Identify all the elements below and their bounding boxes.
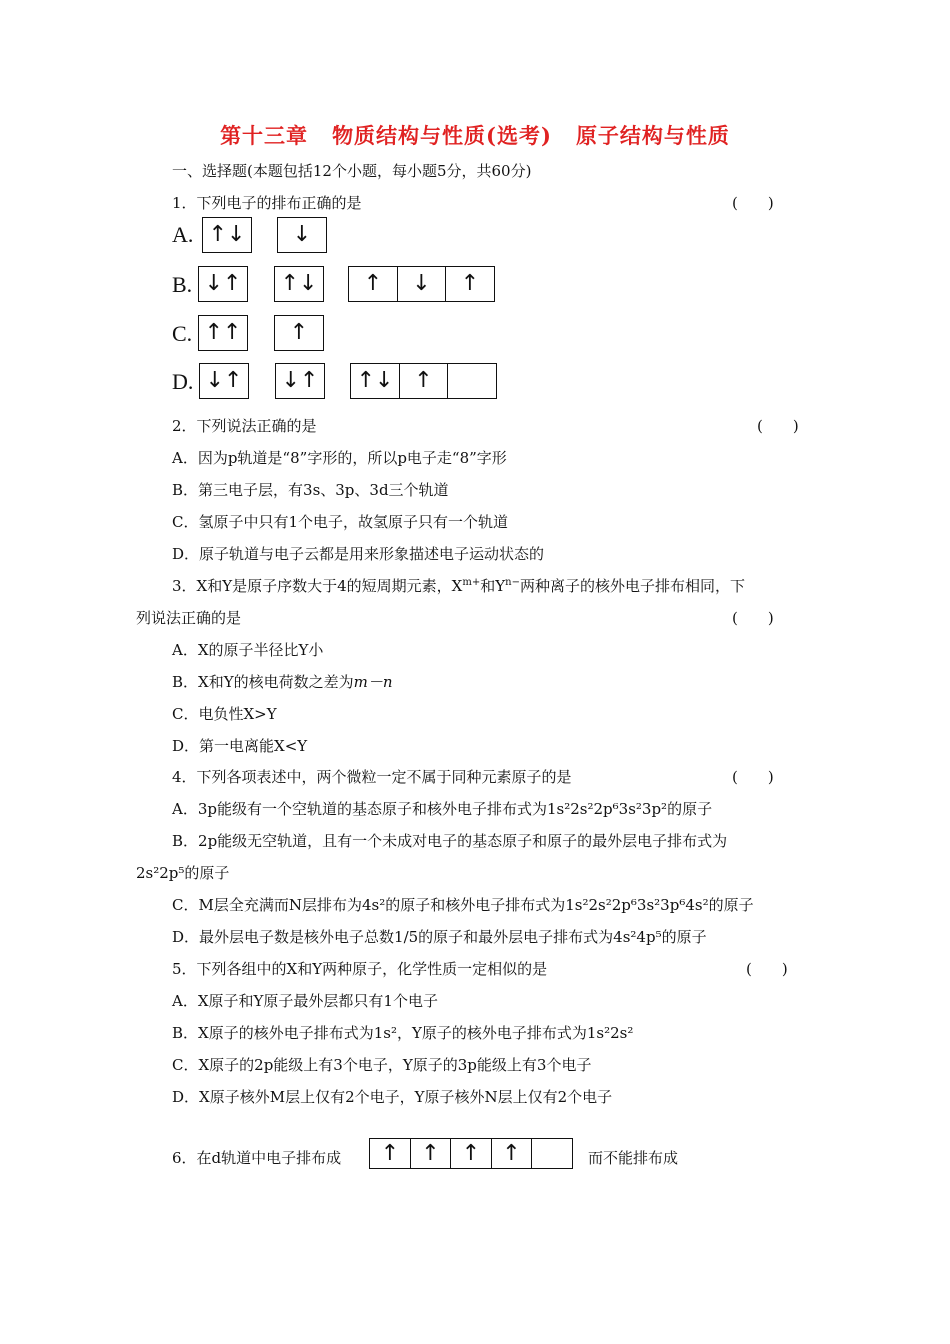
q5-option-c: C．X原子的2p能级上有3个电子，Y原子的3p能级上有3个电子: [172, 1056, 592, 1074]
chapter-title: [0, 120, 950, 150]
q5-option-b-text: B．X原子的核外电子排布式为: [172, 1024, 374, 1042]
orbital-box: ↑: [450, 1138, 492, 1169]
q4-option-d-text: D．最外层电子数是核外电子总数1/5的原子和最外层电子排布式为: [172, 928, 614, 946]
q4-option-a-config: 1s²2s²2p⁶3s²3p²: [546, 800, 668, 818]
q4-option-a-text: A．3p能级有一个空轨道的基态原子和核外电子排布式为: [172, 800, 547, 818]
q1-option-c-label: C.: [172, 321, 193, 346]
q3-option-b: [172, 672, 393, 692]
q6-stem: 6．在d轨道中电子排布成: [172, 1149, 342, 1167]
orbital-box: ↑: [369, 1138, 411, 1169]
q1-answer-paren: ( ): [732, 194, 774, 212]
section-heading: 一、选择题(本题包括12个小题，每小题5分，共60分): [172, 162, 532, 180]
q3-y-charge: n−: [505, 577, 520, 588]
q2-option-a: A．因为p轨道是“8”字形的，所以p电子走“8”字形: [172, 449, 507, 467]
q1-option-d-group-1: [199, 363, 249, 399]
orbital-box: ↑↓: [350, 363, 400, 399]
orbital-box: ↓↑: [198, 266, 248, 302]
q4-option-c: [172, 895, 754, 915]
q5-option-b-config-2: 1s²2s²: [586, 1024, 634, 1042]
q1-option-d-group-3: [350, 363, 497, 399]
q1-option-d-label: D.: [172, 369, 194, 394]
orbital-box: ↑: [348, 266, 398, 302]
q5-option-b-mid: ，Y原子的核外电子排布式为: [396, 1024, 587, 1042]
q3-stem-part-1: 3．X和Y是原子序数大于4的短周期元素，X: [172, 577, 463, 595]
q2-option-d: D．原子轨道与电子云都是用来形象描述电子运动状态的: [172, 545, 545, 563]
q6-stem-tail: 而不能排布成: [588, 1149, 679, 1167]
q5-option-d: D．X原子核外M层上仅有2个电子，Y原子核外N层上仅有2个电子: [172, 1088, 613, 1106]
q1-option-b-group-1: [198, 266, 248, 302]
orbital-box: ↑↓: [202, 217, 252, 253]
q3-stem-part-2: 和Y: [480, 577, 506, 595]
q5-option-b: [172, 1023, 633, 1043]
orbital-box: ↑: [410, 1138, 452, 1169]
q3-option-c: C．电负性X>Y: [172, 705, 277, 723]
q4-option-c-config-1: 4s²: [361, 896, 386, 914]
q4-option-b-tail: 的原子: [184, 864, 230, 882]
q4-option-d: [172, 927, 707, 947]
orbital-box: [531, 1138, 573, 1169]
q2-stem: 2．下列说法正确的是: [172, 417, 317, 435]
orbital-box: ↑: [445, 266, 495, 302]
q4-option-c-mid: 的原子和核外电子排布式为: [385, 896, 566, 914]
orbital-box: ↓↑: [275, 363, 325, 399]
q4-option-a: [172, 799, 712, 819]
q3-option-a: A．X的原子半径比Y小: [172, 641, 324, 659]
q4-option-c-tail: 的原子: [708, 896, 754, 914]
q4-option-b: B．2p能级无空轨道，且有一个未成对电子的基态原子和原子的最外层电子排布式为: [172, 832, 728, 850]
q3-stem: [172, 576, 745, 596]
orbital-box: ↑: [274, 315, 324, 351]
q1-option-a-group-2: [277, 217, 327, 253]
orbital-box: ↓↑: [199, 363, 249, 399]
q1-option-b-group-3: [348, 266, 495, 302]
q5-option-b-config-1: 1s²: [373, 1024, 397, 1042]
section-name: 原子结构与性质: [575, 123, 730, 148]
q1-option-c-group-2: [274, 315, 324, 351]
q4-answer-paren: ( ): [732, 768, 774, 786]
q1-stem: 1．下列电子的排布正确的是: [172, 194, 362, 212]
orbital-box: ↑: [491, 1138, 533, 1169]
q2-option-b: B．第三电子层，有3s、3p、3d三个轨道: [172, 481, 449, 499]
q3-stem-part-3: 两种离子的核外电子排布相同，下: [519, 577, 745, 595]
q6-orbital-diagram: [369, 1138, 573, 1169]
q1-option-a-group-1: [202, 217, 252, 253]
q4-option-c-text: C．M层全充满而N层排布为: [172, 896, 362, 914]
q4-stem: 4．下列各项表述中，两个微粒一定不属于同种元素原子的是: [172, 768, 572, 786]
q4-option-d-config: 4s²4p⁵: [613, 928, 662, 946]
q1-option-a-label: A.: [172, 222, 194, 247]
q4-option-b-line-2: [136, 863, 229, 883]
q4-option-c-config-2: 1s²2s²2p⁶3s²3p⁶4s²: [565, 896, 709, 914]
q3-x-charge: m+: [462, 577, 481, 588]
orbital-box: ↑↓: [274, 266, 324, 302]
q1-option-b-label: B.: [172, 272, 193, 297]
q4-option-b-config: 2s²2p⁵: [136, 864, 185, 882]
q1-option-b-group-2: [274, 266, 324, 302]
q3-stem-line-2: 列说法正确的是: [136, 609, 242, 627]
q4-option-a-tail: 的原子: [667, 800, 713, 818]
q3-option-b-text: B．X和Y的核电荷数之差为: [172, 673, 354, 691]
orbital-box: ↑↑: [198, 315, 248, 351]
q5-stem: 5．下列各组中的X和Y两种原子，化学性质一定相似的是: [172, 960, 548, 978]
orbital-box: ↑: [399, 363, 449, 399]
q5-option-a: A．X原子和Y原子最外层都只有1个电子: [172, 992, 438, 1010]
q5-answer-paren: ( ): [746, 960, 788, 978]
q2-option-c: C．氢原子中只有1个电子，故氢原子只有一个轨道: [172, 513, 509, 531]
q2-answer-paren: ( ): [757, 417, 799, 435]
q4-option-d-tail: 的原子: [661, 928, 707, 946]
q3-answer-paren: ( ): [732, 609, 774, 627]
q1-option-d-group-2: [275, 363, 325, 399]
q1-option-c-group-1: [198, 315, 248, 351]
q3-option-b-expression: m－n: [353, 673, 393, 691]
q3-option-d: D．第一电离能X<Y: [172, 737, 308, 755]
chapter-name: 物质结构与性质(选考): [332, 123, 552, 148]
orbital-box: ↓: [277, 217, 327, 253]
orbital-box: ↓: [397, 266, 447, 302]
chapter-number: 第十三章: [220, 123, 309, 148]
orbital-box: [447, 363, 497, 399]
